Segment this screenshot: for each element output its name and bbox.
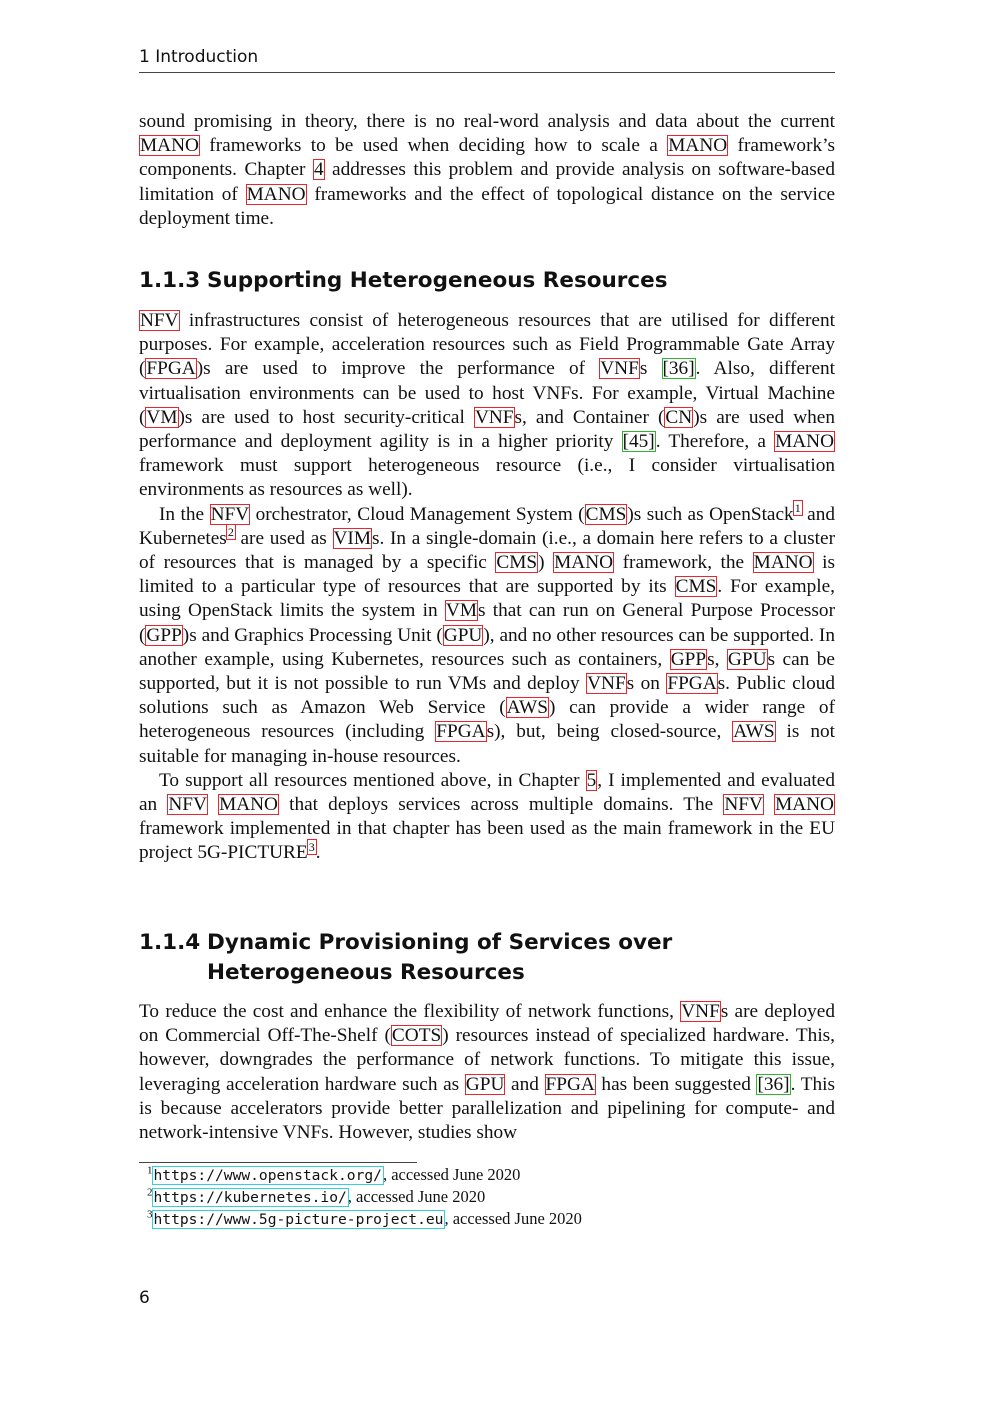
text: . Also, different virtualisation environments can be used to host VNFs. For example, Virtual Machine ( xyxy=(139,358,836,428)
text: . xyxy=(315,842,321,864)
paragraph xyxy=(139,1000,835,1145)
text: ) xyxy=(538,552,554,574)
chapter-ref-link[interactable]: 4 xyxy=(313,159,324,181)
text: s, xyxy=(707,648,727,670)
acronym-link[interactable]: MANO xyxy=(246,183,306,205)
footnote-note: , accessed June 2020 xyxy=(382,1165,521,1184)
page-number: 6 xyxy=(139,1288,150,1308)
acronym-link[interactable]: MANO xyxy=(775,794,834,816)
text: and Kubernetes xyxy=(139,503,835,549)
text: To reduce the cost and enhance the flexibility of network functions, xyxy=(139,1001,681,1022)
text: are used as xyxy=(234,527,333,549)
paragraph xyxy=(139,309,835,503)
acronym-link[interactable]: NFV xyxy=(724,794,763,816)
text: is limited to a particular type of resources that are supported by its xyxy=(139,552,836,598)
footnote-url-link[interactable]: https://www.openstack.org/ xyxy=(153,1167,382,1184)
acronym-link[interactable]: FPGA xyxy=(436,721,486,743)
acronym-link[interactable]: NFV xyxy=(210,503,250,525)
text: )s such as OpenStack xyxy=(627,503,794,525)
footnote-number: 1 xyxy=(147,1164,153,1177)
text: s that can run on General Purpose Processor ( xyxy=(139,600,835,646)
chapter-ref-link[interactable]: 5 xyxy=(586,769,597,791)
paragraph xyxy=(139,110,835,231)
text: addresses this problem and provide analysis on software-based limitation of xyxy=(139,159,835,205)
text: frameworks to be used when deciding how to scale a xyxy=(199,135,668,157)
text: framework’s components. Chapter xyxy=(139,135,835,181)
text: ) can provide a wider range of heterogeneous resources (including xyxy=(139,697,835,743)
acronym-link[interactable]: GPP xyxy=(670,648,707,670)
text: s are deployed on Commercial Off-The-Shelf ( xyxy=(139,1001,836,1047)
running-header: 1 Introduction xyxy=(139,46,835,73)
text: framework, the xyxy=(614,552,753,574)
footnote-note: , accessed June 2020 xyxy=(347,1187,486,1206)
footnote-number: 2 xyxy=(147,1186,153,1199)
acronym-link[interactable]: MANO xyxy=(775,431,834,453)
section-1-1-3-body xyxy=(139,309,835,866)
acronym-link[interactable]: FPGA xyxy=(667,673,717,695)
text: )s are used to improve the performance of xyxy=(196,358,600,380)
text: ), and no other resources can be supported. In another example, using Kubernetes, resources such as containers, xyxy=(139,624,835,670)
acronym-link[interactable]: VIM xyxy=(333,527,371,549)
acronym-link[interactable]: VM xyxy=(146,406,178,428)
footnote-note: , accessed June 2020 xyxy=(444,1209,582,1228)
footnote-mark-link[interactable]: 2 xyxy=(227,525,234,540)
acronym-link[interactable]: VNF xyxy=(587,673,626,695)
acronym-link[interactable]: MANO xyxy=(753,552,813,574)
acronym-link[interactable]: AWS xyxy=(506,697,548,719)
text: s), but, being closed-source, xyxy=(486,721,733,743)
acronym-link[interactable]: COTS xyxy=(391,1025,442,1047)
text: ) resources instead of specialized hardware. This, however, downgrades the performance of network functions. To mitigate this issue, leveraging acceleration hardware such as xyxy=(139,1025,835,1095)
paragraph xyxy=(139,503,835,769)
text xyxy=(764,794,774,815)
text: frameworks and the effect of topological distance on the service deployment time. xyxy=(139,183,836,229)
acronym-link[interactable]: MANO xyxy=(219,794,278,816)
text: s. In a single-domain (i.e., a domain here refers to a cluster of resources that is managed by a specific xyxy=(139,527,835,574)
footnote-mark-link[interactable]: 3 xyxy=(308,840,315,855)
intro-paragraph xyxy=(139,110,835,231)
section-1-1-4-body xyxy=(139,1000,835,1145)
text: )s and Graphics Processing Unit ( xyxy=(182,624,443,646)
text: s can be supported, but it is not possible to run VMs and deploy xyxy=(139,648,835,695)
text: that deploys services across multiple domains. The xyxy=(278,794,724,816)
acronym-link[interactable]: GPU xyxy=(443,624,483,646)
text: )s are used when performance and deployment agility is in a higher priority xyxy=(139,406,836,453)
acronym-link[interactable]: MANO xyxy=(554,552,614,574)
footnote-mark-link[interactable]: 1 xyxy=(794,501,801,516)
text: )s are used to host security-critical xyxy=(178,406,474,428)
text: infrastructures consist of heterogeneous resources that are utilised for different purposes. For example, acceleration resources such as Field Programmable Gate Array ( xyxy=(139,310,835,380)
text: is not suitable for managing in-house resources. xyxy=(139,721,835,767)
text: sound promising in theory, there is no real-word analysis and data about the current xyxy=(139,111,835,132)
text: . Therefore, a xyxy=(655,431,775,453)
footnote xyxy=(147,1208,835,1230)
text: . This is because accelerators provide better parallelization and pipelining for compute- and network-intensive VNFs. However, studies show xyxy=(139,1073,835,1144)
text: framework must support heterogeneous resource (i.e., I consider virtualisation environments as resources as well). xyxy=(139,455,835,501)
paragraph xyxy=(139,769,835,866)
acronym-link[interactable]: FPGA xyxy=(146,358,196,380)
section-heading-1-1-3 xyxy=(139,266,835,296)
acronym-link[interactable]: VNF xyxy=(474,406,514,428)
acronym-link[interactable]: MANO xyxy=(668,135,728,157)
text: framework implemented in that chapter has been used as the main framework in the EU project 5G-PICTURE xyxy=(139,818,835,864)
section-title: Supporting Heterogeneous Resources xyxy=(207,268,668,293)
acronym-link[interactable]: MANO xyxy=(140,135,199,157)
footnote-number: 3 xyxy=(147,1208,153,1221)
footnote-url-link[interactable]: https://www.5g-picture-project.eu xyxy=(153,1211,444,1228)
footnote-url-link[interactable]: https://kubernetes.io/ xyxy=(153,1189,347,1206)
citation-link[interactable]: [36] xyxy=(757,1073,790,1095)
citation-link[interactable]: [45] xyxy=(622,431,655,453)
acronym-link[interactable]: VNF xyxy=(681,1001,720,1022)
acronym-link[interactable]: CMS xyxy=(585,503,627,525)
text: s on xyxy=(626,673,667,695)
section-title: Dynamic Provisioning of Services over Heterogeneous Resources xyxy=(207,930,673,985)
text: . For example, using OpenStack limits the system in xyxy=(139,576,835,622)
footnote xyxy=(147,1164,835,1186)
text: and xyxy=(505,1073,545,1095)
acronym-link[interactable]: GPU xyxy=(727,648,767,670)
acronym-link[interactable]: CMS xyxy=(496,552,538,574)
section-number: 1.1.4 xyxy=(139,930,201,955)
acronym-link[interactable]: CMS xyxy=(675,576,717,598)
acronym-link[interactable]: VM xyxy=(445,600,477,622)
text: To support all resources mentioned above, in Chapter xyxy=(159,769,586,791)
acronym-link[interactable]: CN xyxy=(665,406,693,428)
citation-link[interactable]: [36] xyxy=(662,358,695,380)
text: s xyxy=(639,358,662,380)
text xyxy=(208,794,218,815)
acronym-link[interactable]: VNF xyxy=(600,358,639,380)
acronym-link[interactable]: GPU xyxy=(465,1073,505,1095)
text: , I implemented and evaluated an xyxy=(139,769,835,816)
acronym-link[interactable]: NFV xyxy=(140,310,179,331)
acronym-link[interactable]: FPGA xyxy=(545,1073,595,1095)
text: s. Public cloud solutions such as Amazon Web Service ( xyxy=(139,673,835,719)
acronym-link[interactable]: GPP xyxy=(146,624,182,646)
acronym-link[interactable]: AWS xyxy=(733,721,775,743)
text: has been suggested xyxy=(595,1073,757,1095)
section-number: 1.1.3 xyxy=(139,268,201,293)
footnote xyxy=(147,1186,835,1208)
text: s, and Container ( xyxy=(514,406,665,428)
section-heading-1-1-4 xyxy=(139,928,835,988)
acronym-link[interactable]: NFV xyxy=(168,794,207,816)
text: In the xyxy=(159,503,210,525)
footnote-rule xyxy=(139,1162,417,1163)
footnotes xyxy=(147,1164,835,1230)
text: orchestrator, Cloud Management System ( xyxy=(250,503,585,525)
